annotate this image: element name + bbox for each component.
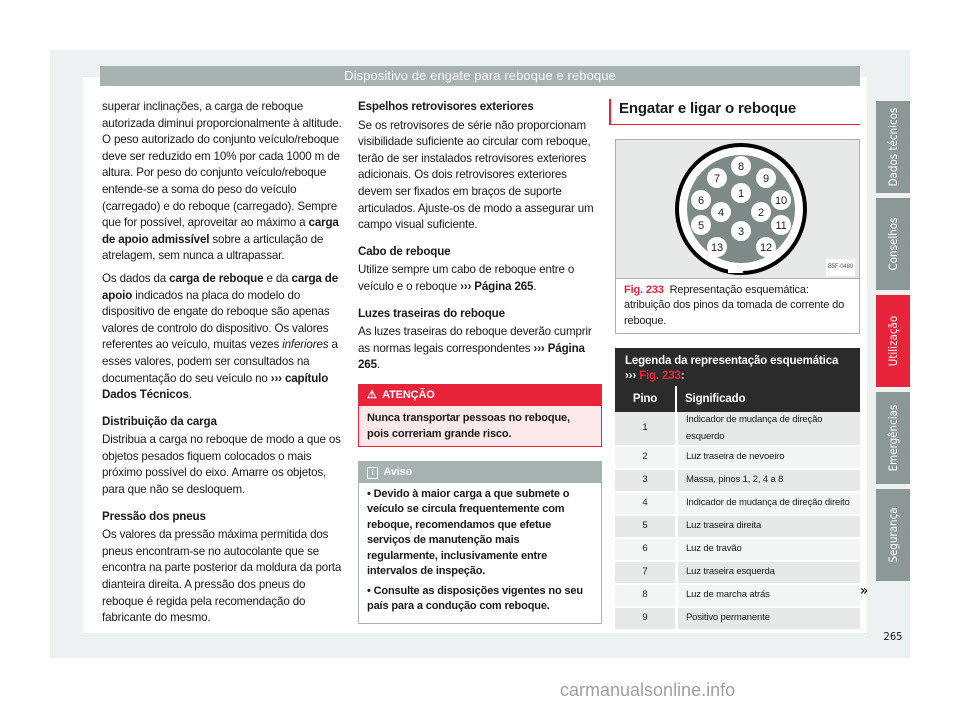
column-3 — [615, 99, 860, 631]
tab-emergencias[interactable]: Emergências — [876, 392, 910, 484]
tab-seguranca[interactable]: Segurança — [876, 489, 910, 581]
heading-cable: Cabo de reboque — [358, 244, 451, 258]
table-row: 2 Luz traseira de nevoeiro — [615, 447, 860, 468]
paragraph-load-data: Os dados da carga de reboque e da carga de apoio indicados na placa do modelo do dispositivo de engate do reboque são apenas valores de controlo do dispositivo. Os valores referentes ao veículo, muitas vezes inferiores a esses valores, podem ser consultados na documentação do seu veículo no ››› capítulo Dados Técnicos. — [102, 271, 339, 402]
info-icon: i — [367, 467, 378, 479]
watermark: carmanualsonline.info — [560, 680, 736, 700]
link-page-265[interactable]: ››› Página 265 — [358, 341, 585, 372]
figure-connector-diagram — [615, 139, 860, 279]
table-row: 3 Massa, pinos 1, 2, 4 a 8 — [615, 470, 860, 491]
table-row: 9 Positivo permanente — [615, 608, 860, 629]
paragraph-cable: Utilize sempre um cabo de reboque entre o veículo e o reboque ››› Página 265. — [358, 263, 575, 293]
svg-text:2: 2 — [758, 206, 764, 219]
svg-text:11: 11 — [775, 219, 787, 232]
connector-pin-diagram — [616, 140, 859, 278]
table-row: 5 Luz traseira direita — [615, 516, 860, 537]
table-header: Pino Significado — [615, 386, 860, 412]
warning-triangle-icon: ⚠ — [367, 388, 377, 401]
warning-box — [358, 384, 602, 447]
page-number: 265 — [883, 630, 903, 643]
heading-rear-lights: Luzes traseiras do reboque — [358, 306, 505, 320]
svg-text:8: 8 — [738, 160, 744, 173]
link-page-265[interactable]: ››› Página 265 — [460, 279, 534, 293]
tab-conselhos[interactable]: Conselhos — [876, 198, 910, 290]
svg-text:6: 6 — [698, 194, 704, 207]
warning-header: ⚠ ATENÇÃO — [359, 385, 601, 406]
table-row: 7 Luz traseira esquerda — [615, 562, 860, 583]
table-row: 4 Indicador de mudança de direção direito — [615, 493, 860, 514]
svg-text:5: 5 — [698, 219, 704, 232]
heading-load-distribution: Distribuição da carga — [102, 414, 217, 428]
table-row: 6 Luz de travão — [615, 539, 860, 560]
heading-tyre-pressure: Pressão dos pneus — [102, 509, 206, 523]
figure-caption: Fig. 233 Representação esquemática: atribuição dos pinos da tomada de corrente do reboque. — [615, 279, 860, 335]
link-technical-data[interactable]: ››› capítulo Dados Técnicos — [102, 371, 329, 402]
note-item: • Devido à maior carga a que submete o veículo se circula frequentemente com reboque, recomendamos que efetue serviços de manutenção mais regularmente, inclusivamente entre intervalos de inspeção. — [367, 487, 570, 578]
table-row: 8 Luz de marcha atrás — [615, 585, 860, 606]
paragraph-load-distribution: Distribua a carga no reboque de modo a que os objetos pesados fiquem colocados o mais próximo possível do eixo. Amarre os objetos, para que não se desloquem. — [102, 433, 341, 497]
note-item: • Consulte as disposições vigentes no seu país para a condução com reboque. — [367, 584, 583, 613]
figure-code: B5F-0480 — [826, 259, 855, 276]
tab-utilizacao[interactable]: Utilização — [876, 295, 910, 387]
warning-text: Nunca transportar pessoas no reboque, pois correriam grande risco. — [367, 411, 570, 440]
svg-text:10: 10 — [775, 194, 787, 207]
pin-table — [615, 410, 860, 631]
paragraph-tyre-pressure: Os valores da pressão máxima permitida dos pneus encontram-se no autocolante que se encontra na parte posterior da moldura da porta dianteira direita. A pressão dos pneus do reboque é regida pela recomendação do fabricante do mesmo. — [102, 528, 342, 625]
column-1 — [102, 99, 346, 633]
column-2 — [358, 99, 602, 624]
pin-legend-table: Legenda da representação esquemática ››› Fig. 233: Pino Significado — [615, 348, 860, 412]
paragraph-altitude: superar inclinações, a carga de reboque autorizada diminui proporcionalmente à altitude. O peso autorizado do conjunto veículo/reboque deve ser reduzido em 10% por cada 1000 m de altura. Por peso do conjunto veículo/reboque entende-se a soma do peso do veículo (carregado) e do reboque (carregado). Sempre que for possível, aproveitar ao máximo a carga de apoio admissível sobre a articulação de atrelagem, sem nunca a ultrapassar. — [102, 100, 342, 263]
note-header: i Aviso — [359, 462, 601, 483]
svg-text:4: 4 — [718, 206, 724, 219]
section-title: Engatar e ligar o reboque — [609, 99, 860, 125]
svg-text:12: 12 — [760, 241, 772, 254]
note-box — [358, 461, 602, 624]
page-header-title: Dispositivo de engate para reboque e reboque — [100, 66, 860, 86]
continued-arrow-icon: » — [860, 583, 869, 599]
svg-text:7: 7 — [714, 172, 720, 185]
paragraph-mirrors: Se os retrovisores de série não proporcionam visibilidade suficiente ao circular com reboque, terão de ser instalados retrovisores exteriores adicionais. Os dois retrovisores exteriores devem ser fixados em braços de suporte articulados. Ajuste-os de modo a assegurar um campo visual suficiente. — [358, 118, 594, 232]
paragraph-rear-lights: As luzes traseiras do reboque deverão cumprir as normas legais correspondentes ››› Página 265. — [358, 325, 592, 372]
svg-text:3: 3 — [738, 225, 744, 238]
link-fig-233[interactable]: Fig. 233 — [639, 370, 681, 383]
svg-text:13: 13 — [711, 241, 723, 254]
svg-text:9: 9 — [763, 172, 769, 185]
table-row: 1 Indicador de mudança de direção esquerdo — [615, 412, 860, 445]
tab-dados-tecnicos[interactable]: Dados técnicos — [876, 101, 910, 193]
heading-mirrors: Espelhos retrovisores exteriores — [358, 100, 534, 113]
svg-text:1: 1 — [738, 187, 744, 200]
